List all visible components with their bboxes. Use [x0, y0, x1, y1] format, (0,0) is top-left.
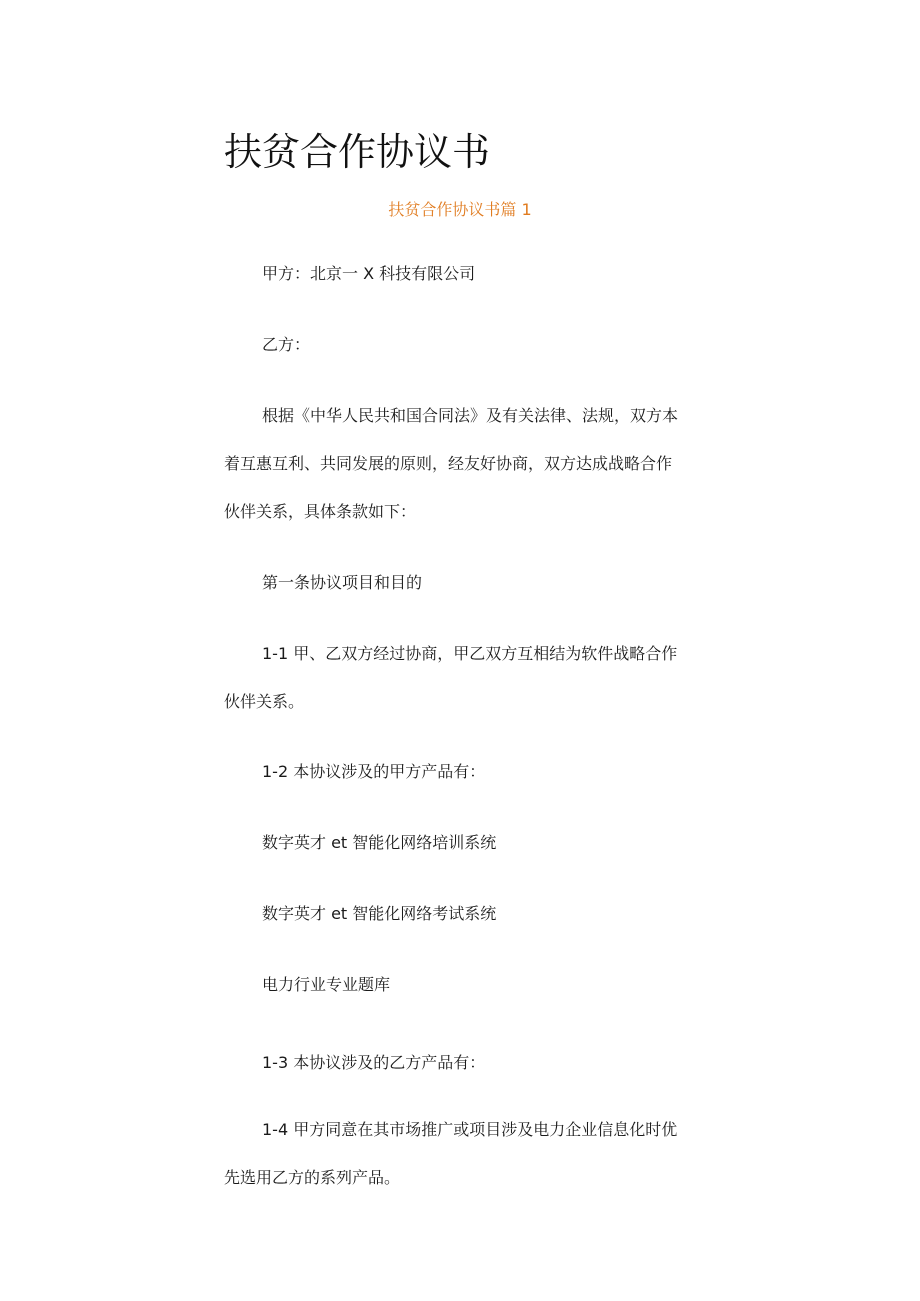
paragraph-line: 第一条协议项目和目的 [262, 573, 423, 592]
product-item [224, 902, 704, 926]
paragraph-line: 数字英才 et 智能化网络考试系统 [262, 904, 497, 923]
document-title: 扶贫合作协议书 [224, 130, 491, 174]
paragraph-line: 伙伴关系，具体条款如下： [224, 502, 417, 521]
clause-1-1 [224, 642, 704, 714]
paragraph-line: 数字英才 et 智能化网络培训系统 [262, 833, 497, 852]
paragraph-line: 伙伴关系。 [224, 692, 305, 711]
party-b-line [224, 333, 704, 357]
paragraph-line: 1-4 甲方同意在其市场推广或项目涉及电力企业信息化时优 [262, 1120, 678, 1139]
paragraph-line: 着互惠互利、共同发展的原则，经友好协商，双方达成战略合作 [224, 454, 673, 473]
party-a-line [224, 262, 704, 286]
clause-1-2 [224, 760, 704, 784]
paragraph-line: 1-2 本协议涉及的甲方产品有： [262, 762, 486, 781]
paragraph-line: 乙方： [262, 335, 311, 354]
product-item [224, 831, 704, 855]
intro-paragraph [224, 404, 704, 524]
paragraph-line: 电力行业专业题库 [262, 975, 391, 994]
paragraph-line: 1-1 甲、乙双方经过协商，甲乙双方互相结为软件战略合作 [262, 644, 678, 663]
document-subtitle: 扶贫合作协议书篇 1 [388, 200, 532, 219]
article-heading [224, 571, 704, 595]
product-item [224, 973, 704, 997]
clause-1-3 [224, 1051, 704, 1075]
paragraph-line: 先选用乙方的系列产品。 [224, 1168, 401, 1187]
clause-1-4 [224, 1118, 704, 1190]
paragraph-line: 根据《中华人民共和国合同法》及有关法律、法规，双方本 [262, 406, 679, 425]
paragraph-line: 甲方：北京一 X 科技有限公司 [262, 264, 476, 283]
paragraph-line: 1-3 本协议涉及的乙方产品有： [262, 1053, 486, 1072]
